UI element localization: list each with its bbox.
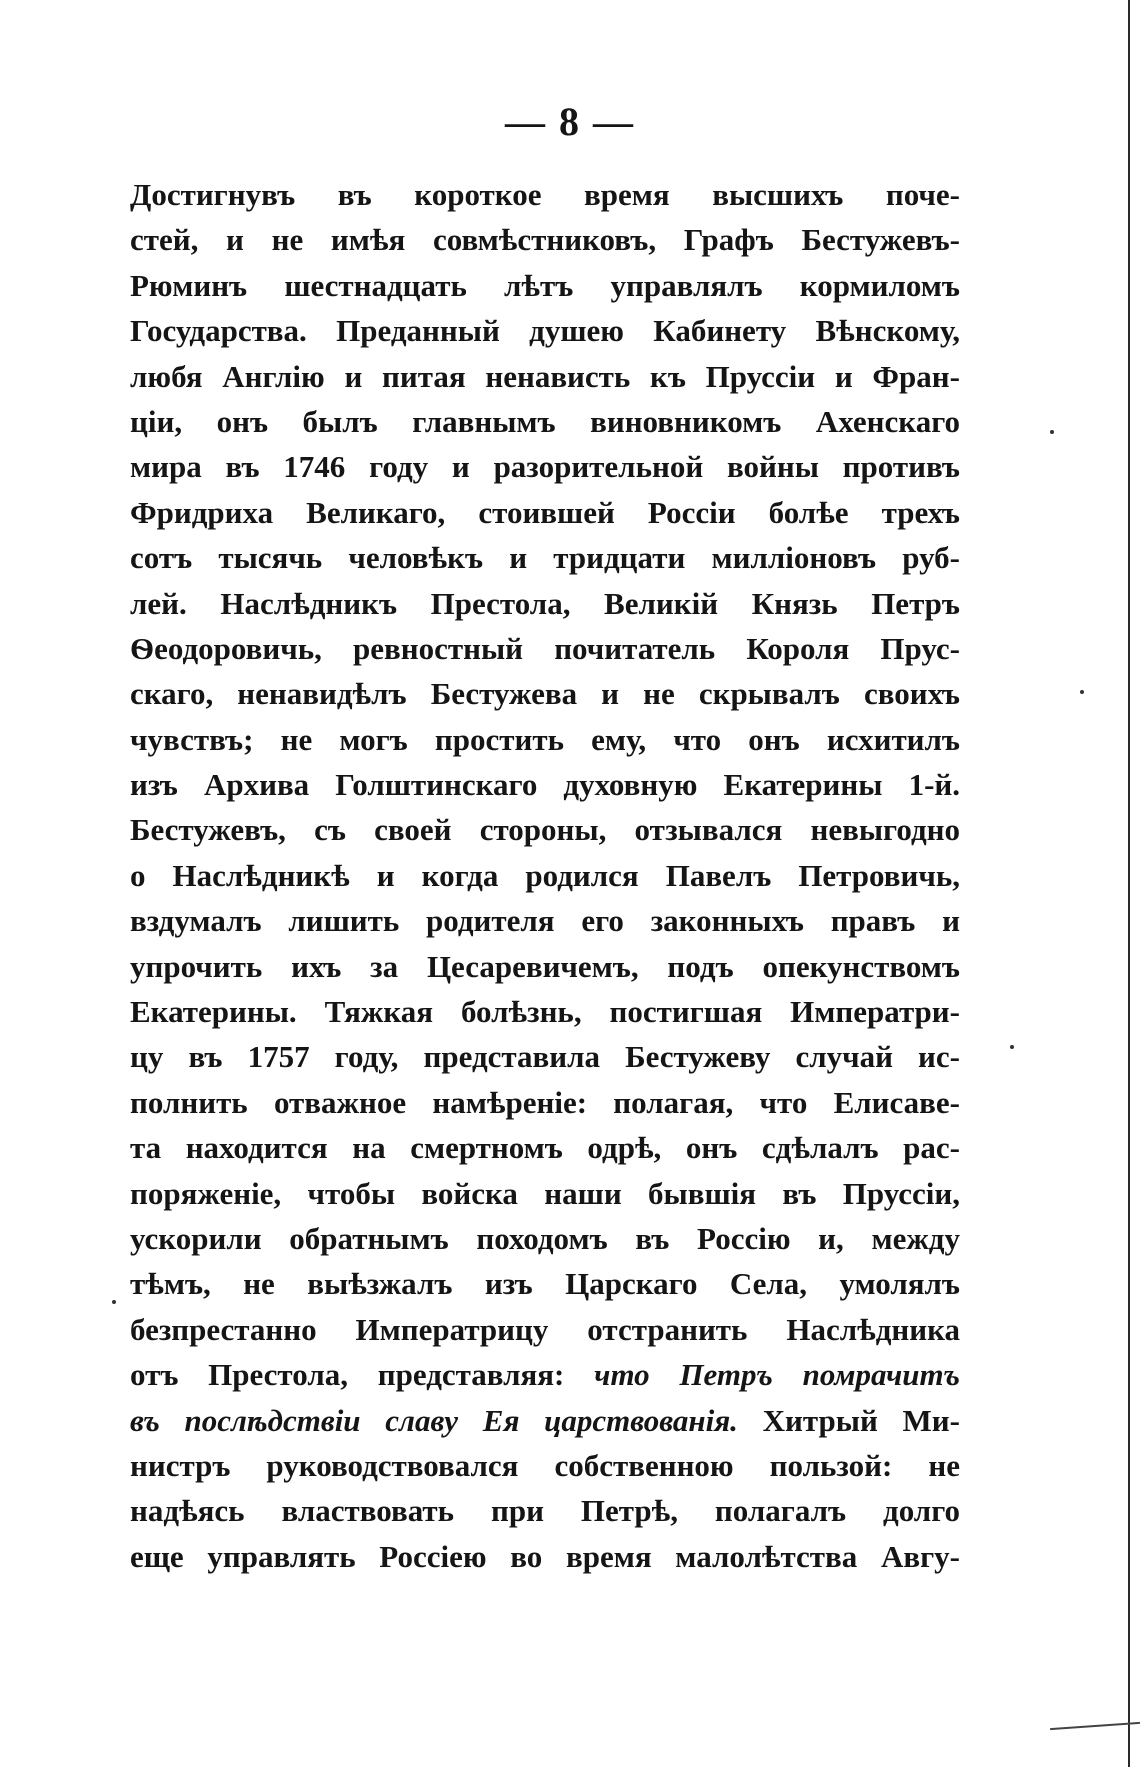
line-text: стей, и не имѣя совмѣстниковъ, Графъ Бестужевъ- — [130, 222, 960, 258]
text-line — [130, 217, 960, 262]
print-speck — [1050, 430, 1054, 434]
text-line — [130, 581, 960, 626]
line-text: чувствъ; не могъ простить ему, что онъ исхитилъ — [130, 721, 960, 757]
text-line — [130, 1125, 960, 1170]
text-line — [130, 1443, 960, 1488]
text-line — [130, 989, 960, 1034]
text-line — [130, 263, 960, 308]
line-text: лей. Наслѣдникъ Престола, Великій Князь Петръ — [130, 585, 960, 621]
text-line — [130, 1080, 960, 1125]
text-line — [130, 172, 960, 217]
text-line — [130, 762, 960, 807]
line-text: Бестужевъ, съ своей стороны, отзывался невыгодно — [130, 812, 960, 848]
text-line — [130, 1398, 960, 1443]
line-text: тѣмъ, не выѣзжалъ изъ Царскаго Села, умолялъ — [130, 1266, 960, 1302]
text-line — [130, 308, 960, 353]
text-line — [130, 1352, 960, 1397]
text-line — [130, 1171, 960, 1216]
line-text: Фридриха Великаго, стоившей Россіи болѣе трехъ — [130, 494, 960, 530]
text-line — [130, 444, 960, 489]
text-line — [130, 671, 960, 716]
line-text: Государства. Преданный душею Кабинету Вѣнскому, — [130, 313, 960, 349]
line-text: вздумалъ лишить родителя его законныхъ правъ и — [130, 903, 960, 939]
text-line — [130, 1261, 960, 1306]
body-text — [130, 172, 960, 1579]
line-text: полнить отважное намѣреніе: полагая, что Елисаве- — [130, 1084, 960, 1120]
line-text: надѣясь властвовать при Петрѣ, полагалъ долго — [130, 1493, 960, 1529]
line-text: Хитрый Ми- — [737, 1402, 960, 1438]
text-line — [130, 1034, 960, 1079]
line-text: любя Англію и питая ненависть къ Пруссіи и Фран- — [130, 358, 960, 394]
line-text: Ѳеодоровичь, ревностный почитатель Короля Прус- — [130, 630, 960, 666]
text-line — [130, 944, 960, 989]
line-text: Рюминъ шестнадцать лѣтъ управлялъ кормиломъ — [130, 267, 960, 303]
line-text: Екатерины. Тяжкая болѣзнь, постигшая Императри- — [130, 994, 960, 1030]
italic-text: что Петръ помрачитъ — [594, 1357, 960, 1393]
page-edge-line — [1128, 0, 1130, 1767]
line-text: изъ Архива Голштинскаго духовную Екатерины 1-й. — [130, 767, 960, 803]
print-speck — [1010, 1045, 1014, 1049]
line-text: о Наслѣдникѣ и когда родился Павелъ Петровичь, — [130, 857, 960, 893]
text-line — [130, 1534, 960, 1579]
line-text: цу въ 1757 году, представила Бестужеву случай ис- — [130, 1039, 960, 1075]
text-line — [130, 807, 960, 852]
text-line — [130, 1307, 960, 1352]
italic-text: въ послѣдствіи славу Ея царствованія. — [130, 1402, 738, 1438]
line-text: Достигнувъ въ короткое время высшихъ поче- — [130, 177, 960, 212]
page-number: — 8 — — [505, 99, 635, 144]
line-text: отъ Престола, представляя: — [130, 1357, 595, 1393]
text-line — [130, 898, 960, 943]
text-line — [130, 535, 960, 580]
text-line — [130, 853, 960, 898]
print-speck — [112, 1300, 116, 1304]
line-text: ускорили обратнымъ походомъ въ Россію и, между — [130, 1220, 960, 1256]
line-text: ціи, онъ былъ главнымъ виновникомъ Ахенскаго — [130, 403, 960, 439]
text-line — [130, 717, 960, 762]
line-text: еще управлять Россіею во время малолѣтства Авгу- — [130, 1538, 960, 1574]
line-text: мира въ 1746 году и разорительной войны противъ — [130, 449, 960, 485]
text-line — [130, 354, 960, 399]
line-text: сотъ тысячь человѣкъ и тридцати милліоновъ руб- — [130, 540, 960, 576]
line-text: скаго, ненавидѣлъ Бестужева и не скрывалъ своихъ — [130, 676, 960, 712]
page-edge-corner — [1050, 1722, 1140, 1730]
line-text: нистръ руководствовался собственною пользой: не — [130, 1447, 960, 1483]
text-line — [130, 1216, 960, 1261]
text-line — [130, 626, 960, 671]
text-line — [130, 490, 960, 535]
print-speck — [1080, 690, 1084, 694]
text-line — [130, 399, 960, 444]
line-text: та находится на смертномъ одрѣ, онъ сдѣлалъ рас- — [130, 1130, 960, 1166]
line-text: упрочить ихъ за Цесаревичемъ, подъ опекунствомъ — [130, 948, 960, 984]
text-line — [130, 1488, 960, 1533]
line-text: безпрестанно Императрицу отстранить Наслѣдника — [130, 1311, 960, 1347]
line-text: поряженіе, чтобы войска наши бывшія въ Пруссіи, — [130, 1175, 960, 1211]
